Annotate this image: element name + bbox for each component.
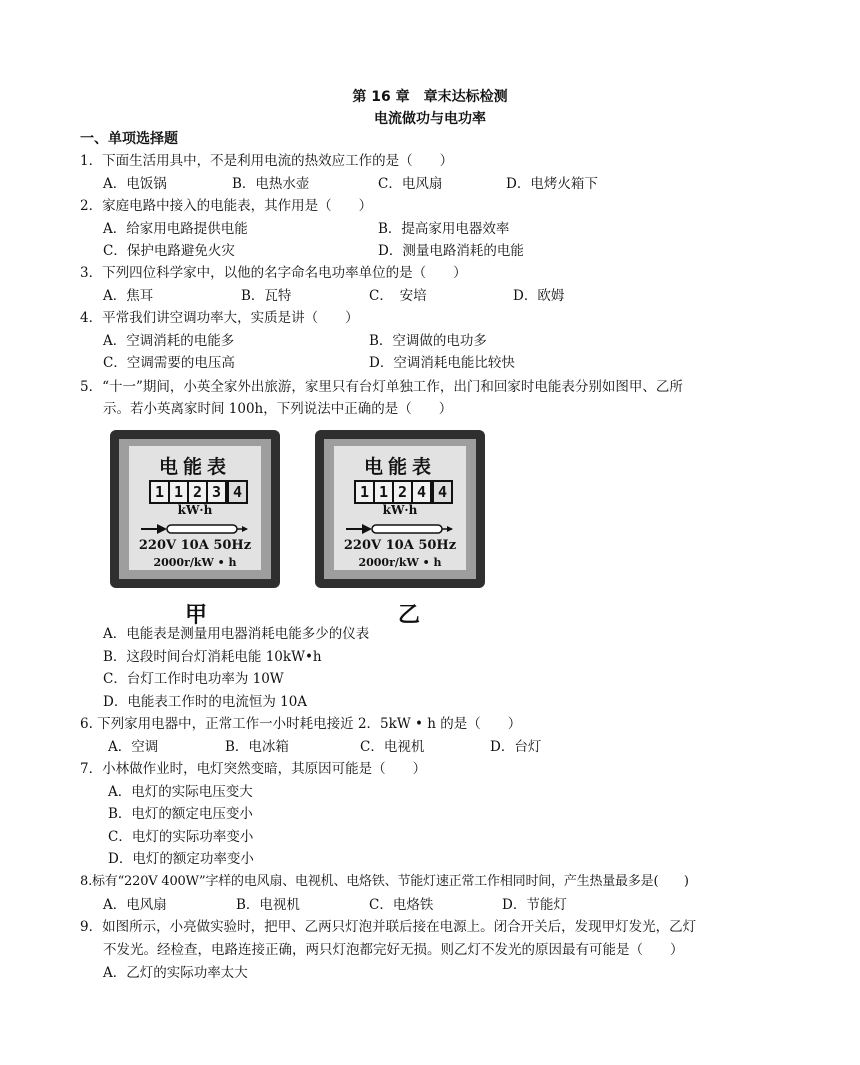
meter-digit: 1 <box>375 482 394 502</box>
q8-option-a: A．电风扇 <box>103 897 167 913</box>
meter-digit: 1 <box>151 482 170 502</box>
meter-unit: kW·h <box>177 503 213 517</box>
meter-digit: 3 <box>208 482 227 502</box>
question-5-stem-line1: 5．“十一”期间，小英全家外出旅游，家里只有台灯单独工作，出门和回家时电能表分别如图甲、乙所 <box>80 379 683 395</box>
meter-constant: 2000r/kW • h <box>358 556 442 569</box>
q3-option-c: C． 安培 <box>369 288 427 304</box>
q6-option-a: A．空调 <box>108 739 159 755</box>
q2-option-c: C．保护电路避免火灾 <box>103 243 235 259</box>
q8-option-b: B．电视机 <box>236 897 300 913</box>
q1-option-c: C．电风扇 <box>378 176 443 192</box>
q4-option-c: C．空调需要的电压高 <box>103 355 235 371</box>
question-3-stem: 3．下列四位科学家中，以他的名字命名电功率单位的是（ ） <box>80 265 467 281</box>
meter-title: 电能表 <box>363 456 436 478</box>
meter-disc-window-icon <box>141 522 249 536</box>
meter-title: 电能表 <box>158 456 231 478</box>
page-subtitle: 电流做功与电功率 <box>374 111 486 127</box>
q4-option-b: B．空调做的电功多 <box>369 333 487 349</box>
q3-option-d: D．欧姆 <box>513 288 565 304</box>
q4-option-a: A．空调消耗的电能多 <box>103 333 235 349</box>
q1-option-d: D．电烤火箱下 <box>506 176 598 192</box>
q7-option-d: D．电灯的额定功率变小 <box>108 851 254 867</box>
figure-caption-jia: 甲 <box>185 603 208 628</box>
meter-digit-decimal: 4 <box>227 480 248 504</box>
q5-option-d: D．电能表工作时的电流恒为 10A <box>103 694 308 710</box>
q1-option-b: B．电热水壶 <box>232 176 310 192</box>
q8-option-d: D．节能灯 <box>502 897 567 913</box>
meter-digit-decimal: 4 <box>432 480 453 504</box>
question-4-stem: 4．平常我们讲空调功率大，实质是讲（ ） <box>80 310 359 326</box>
q4-option-d: D．空调消耗电能比较快 <box>369 355 515 371</box>
meter-unit: kW·h <box>382 503 418 517</box>
question-7-stem: 7．小林做作业时，电灯突然变暗，其原因可能是（ ） <box>80 761 427 777</box>
q2-option-a: A．给家用电路提供电能 <box>103 221 248 237</box>
q3-option-a: A．焦耳 <box>103 288 154 304</box>
q7-option-b: B．电灯的额定电压变小 <box>108 806 253 822</box>
q7-option-a: A．电灯的实际电压变大 <box>108 784 253 800</box>
meter-constant: 2000r/kW • h <box>153 556 237 569</box>
meter-reading <box>354 480 453 504</box>
q5-option-a: A．电能表是测量用电器消耗电能多少的仪表 <box>103 626 370 642</box>
energy-meter-yi <box>315 430 485 588</box>
q9-option-a: A．乙灯的实际功率太大 <box>103 965 248 981</box>
meter-spec: 220V 10A 50Hz <box>138 538 252 553</box>
figure-caption-yi: 乙 <box>398 603 421 628</box>
q8-option-c: C．电烙铁 <box>369 897 434 913</box>
section-title: 一、单项选择题 <box>80 131 178 147</box>
q6-option-b: B．电冰箱 <box>225 739 289 755</box>
q1-option-a: A．电饭锅 <box>103 176 167 192</box>
q3-option-b: B．瓦特 <box>241 288 292 304</box>
meter-digit: 2 <box>189 482 208 502</box>
chapter-title: 第 16 章 章末达标检测 <box>352 89 508 105</box>
question-6-stem: 6. 下列家用电器中，正常工作一小时耗电接近 2．5kW • h 的是（ ） <box>80 716 522 732</box>
meter-disc-window-icon <box>346 522 454 536</box>
meter-digit: 4 <box>413 482 432 502</box>
question-9-stem-line2: 不发光。经检查，电路连接正确，两只灯泡都完好无损。则乙灯不发光的原因最有可能是（ ） <box>103 942 684 958</box>
question-1-stem: 1．下面生活用具中，不是利用电流的热效应工作的是（ ） <box>80 153 454 169</box>
q6-option-c: C．电视机 <box>360 739 425 755</box>
meter-digit: 2 <box>394 482 413 502</box>
question-2-stem: 2．家庭电路中接入的电能表，其作用是（ ） <box>80 198 373 214</box>
meter-digit: 1 <box>170 482 189 502</box>
q2-option-b: B．提高家用电器效率 <box>378 221 510 237</box>
question-5-stem-line2: 示。若小英离家时间 100h，下列说法中正确的是（ ） <box>103 401 453 417</box>
question-9-stem-line1: 9．如图所示，小亮做实验时，把甲、乙两只灯泡并联后接在电源上。闭合开关后，发现甲灯发光，乙灯 <box>80 919 697 935</box>
q2-option-d: D．测量电路消耗的电能 <box>378 243 524 259</box>
question-8-stem: 8.标有“220V 400W”字样的电风扇、电视机、电烙铁、节能灯速正常工作相同时间，产生热量最多是( ) <box>80 874 689 889</box>
q7-option-c: C．电灯的实际功率变小 <box>108 829 254 845</box>
meter-spec: 220V 10A 50Hz <box>343 538 457 553</box>
q5-option-c: C．台灯工作时电功率为 10W <box>103 671 284 687</box>
q6-option-d: D．台灯 <box>490 739 542 755</box>
meter-reading <box>149 480 248 504</box>
q5-option-b: B．这段时间台灯消耗电能 10kW•h <box>103 649 322 665</box>
energy-meter-jia <box>110 430 280 588</box>
meter-digit: 1 <box>356 482 375 502</box>
